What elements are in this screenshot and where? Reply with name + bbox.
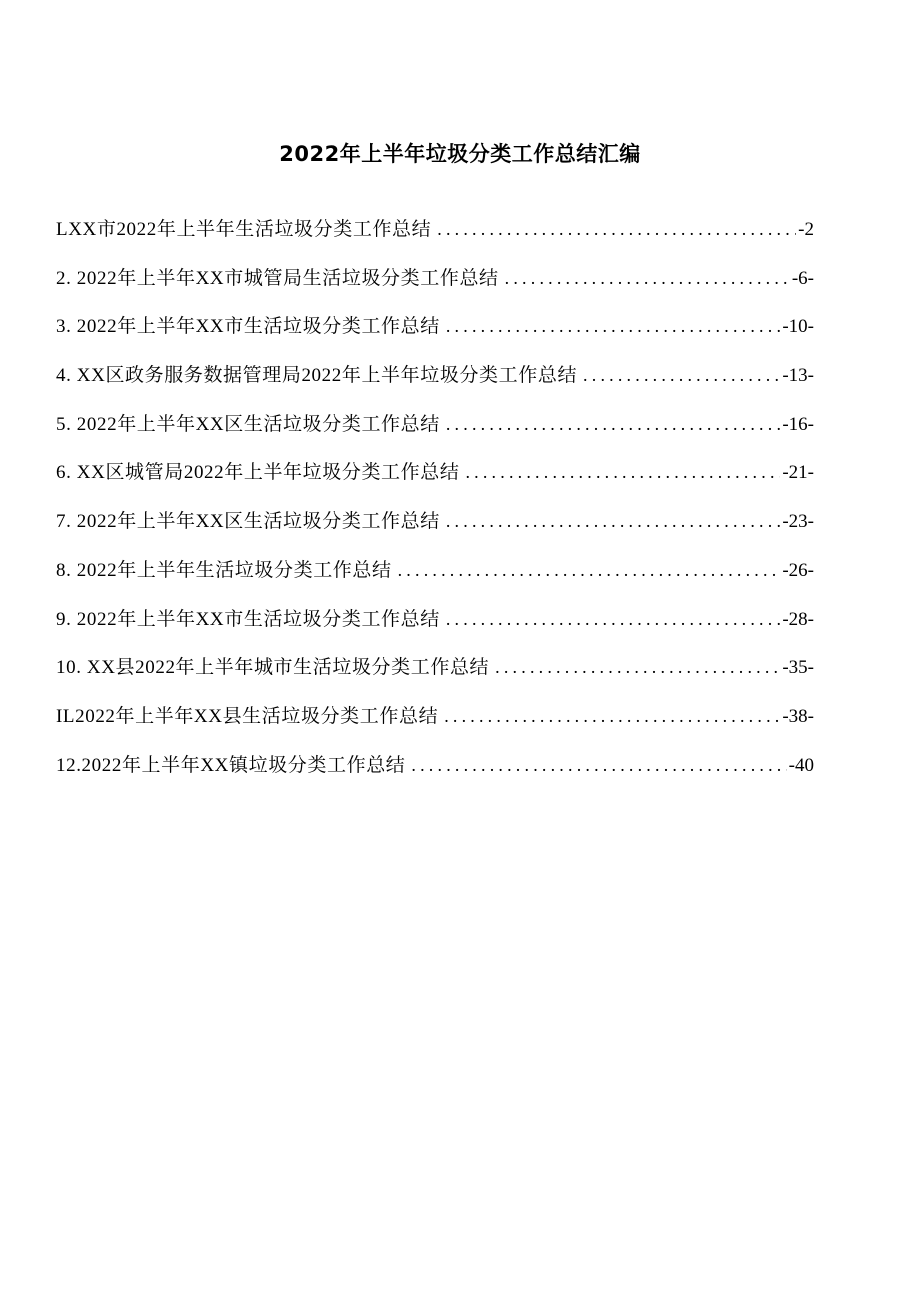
toc-page-number: -40	[788, 754, 814, 776]
toc-entry-title: LXX市2022年上半年生活垃圾分类工作总结	[56, 219, 432, 240]
toc-dot-leader	[405, 745, 786, 785]
toc-page-number: -10-	[782, 316, 814, 338]
toc-page-number: -16-	[782, 413, 814, 435]
toc-entry-title: 9. 2022年上半年XX市生活垃圾分类工作总结	[56, 608, 440, 630]
toc-entry-title: 6. XX区城管局2022年上半年垃圾分类工作总结	[56, 462, 460, 484]
toc-entry-title: IL2022年上半年XX县生活垃圾分类工作总结	[56, 705, 439, 727]
toc-page-number: -2	[798, 219, 814, 240]
toc-page-number: -26-	[782, 559, 814, 581]
toc-entry-title: 12.2022年上半年XX镇垃圾分类工作总结	[56, 754, 406, 776]
toc-entry[interactable]	[56, 452, 814, 501]
toc-entry[interactable]	[56, 647, 814, 696]
toc-entry[interactable]	[56, 696, 814, 745]
toc-dot-leader	[489, 647, 780, 687]
toc-entry[interactable]	[56, 745, 814, 794]
toc-entry-title: 7. 2022年上半年XX区生活垃圾分类工作总结	[56, 511, 440, 533]
toc-dot-leader	[499, 258, 790, 298]
toc-dot-leader	[440, 306, 781, 346]
toc-entry[interactable]	[56, 209, 814, 258]
toc-entry[interactable]	[56, 306, 814, 355]
toc-page-number: -6-	[791, 267, 814, 289]
toc-entry-title: 10. XX县2022年上半年城市生活垃圾分类工作总结	[56, 657, 490, 679]
toc-dot-leader	[431, 209, 796, 249]
document-title: 2022年上半年垃圾分类工作总结汇编	[279, 142, 641, 166]
toc-page-number: -21-	[782, 462, 814, 484]
toc-entry[interactable]	[56, 404, 814, 453]
toc-page-number: -13-	[782, 365, 814, 387]
toc-dot-leader	[438, 696, 780, 736]
toc-page-number: -38-	[782, 705, 814, 727]
toc-dot-leader	[392, 550, 781, 590]
toc-entry[interactable]	[56, 599, 814, 648]
toc-entry-title: 2. 2022年上半年XX市城管局生活垃圾分类工作总结	[56, 267, 499, 289]
toc-entry-title: 8. 2022年上半年生活垃圾分类工作总结	[56, 559, 392, 581]
toc-page-number: -35-	[782, 657, 814, 679]
toc-dot-leader	[577, 355, 780, 395]
toc-page-number: -23-	[782, 511, 814, 533]
toc-dot-leader	[440, 501, 781, 541]
table-of-contents	[56, 209, 814, 793]
toc-entry[interactable]	[56, 550, 814, 599]
toc-entry[interactable]	[56, 258, 814, 307]
toc-entry-title: 5. 2022年上半年XX区生活垃圾分类工作总结	[56, 413, 440, 435]
toc-dot-leader	[440, 599, 781, 639]
toc-entry-title: 4. XX区政务服务数据管理局2022年上半年垃圾分类工作总结	[56, 365, 578, 387]
toc-entry[interactable]	[56, 501, 814, 550]
toc-page-number: -28-	[782, 608, 814, 630]
toc-dot-leader	[459, 452, 780, 492]
toc-entry[interactable]	[56, 355, 814, 404]
toc-dot-leader	[440, 404, 781, 444]
toc-entry-title: 3. 2022年上半年XX市生活垃圾分类工作总结	[56, 316, 440, 338]
